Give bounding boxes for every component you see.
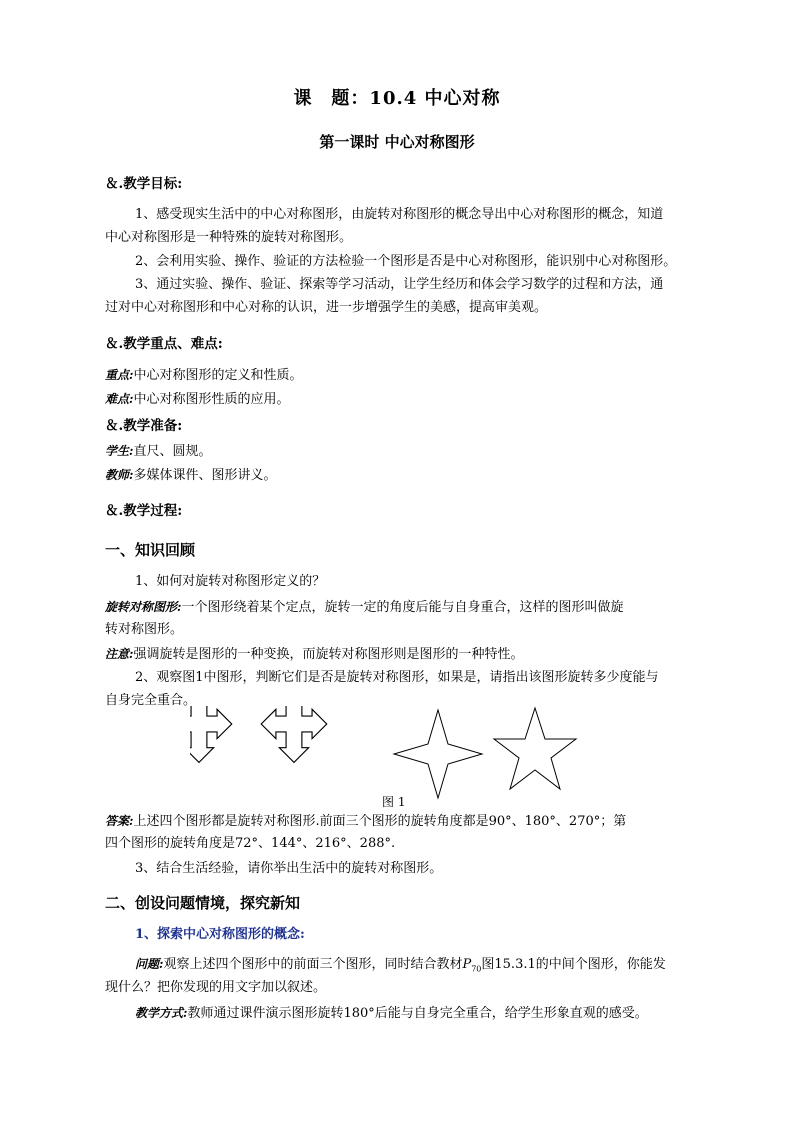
part-2-heading: 二、创设问题情境，探究新知 bbox=[105, 894, 301, 912]
process-heading: ＆.教学过程: bbox=[105, 503, 183, 519]
question-2-line-2: 自身完全重合。 bbox=[105, 693, 197, 708]
figure-1-shapes bbox=[190, 706, 580, 806]
method-text: 教师通过课件演示图形旋转180°后能与自身完全重合，给学生形象直观的感受。 bbox=[187, 1006, 648, 1021]
teacher-label: 教师: bbox=[105, 468, 134, 482]
difficulty-line bbox=[105, 391, 289, 408]
goal-3-line-1: 3、通过实验、操作、验证、探索等学习活动，让学生经历和体会学习数学的过程和方法，通 bbox=[135, 277, 664, 292]
goal-2: 2、会利用实验、操作、验证的方法检验一个图形是否是中心对称图形，能识别中心对称图形。 bbox=[135, 254, 677, 269]
key-point-text: 中心对称图形的定义和性质。 bbox=[133, 368, 303, 383]
definition-line-2: 转对称图形。 bbox=[105, 622, 184, 637]
difficulty-label: 难点: bbox=[105, 392, 134, 406]
method-line bbox=[135, 1005, 648, 1022]
answer-label: 答案: bbox=[105, 814, 134, 828]
note-text: 强调旋转是图形的一种变换，而旋转对称图形则是图形的一种特性。 bbox=[133, 647, 524, 662]
figure-1 bbox=[190, 706, 580, 806]
question-3: 3、结合生活经验，请你举出生活中的旋转对称图形。 bbox=[135, 861, 443, 876]
preparation-heading: ＆.教学准备: bbox=[105, 418, 183, 434]
four-point-star-icon bbox=[394, 710, 482, 798]
key-points-heading: ＆.教学重点、难点: bbox=[105, 336, 223, 352]
question-2-line-1: 2、观察图1中图形，判断它们是否是旋转对称图形，如果是，请指出该图形旋转多少度能与 bbox=[135, 670, 659, 685]
question-line-2: 现什么？把你发现的用文字加以叙述。 bbox=[105, 980, 327, 995]
sub-1-heading: 1、探索中心对称图形的概念: bbox=[135, 927, 305, 942]
part-1-heading: 一、知识回顾 bbox=[105, 541, 196, 559]
answer-text: 上述四个图形都是旋转对称图形.前面三个图形的旋转角度都是90°、180°、270°；第 bbox=[133, 814, 627, 829]
arrow-cross-icon bbox=[261, 706, 327, 762]
figure-1-caption: 图 1 bbox=[382, 795, 406, 809]
key-point-line bbox=[105, 367, 302, 384]
lesson-subtitle: 第一课时 中心对称图形 bbox=[319, 133, 475, 151]
textbook-page-number: 70 bbox=[471, 964, 482, 974]
definition-text: 一个图形绕着某个定点，旋转一定的角度后能与自身重合，这样的图形叫做旋 bbox=[181, 600, 624, 615]
question-1: 1、如何对旋转对称图形定义的？ bbox=[135, 574, 326, 589]
five-point-star-icon bbox=[494, 708, 576, 789]
goals-heading: ＆.教学目标: bbox=[105, 176, 183, 192]
question-text-1: 观察上述四个图形中的前面三个图形，同时结合教材 bbox=[163, 957, 463, 972]
definition-label: 旋转对称图形: bbox=[105, 600, 182, 614]
answer-line-1 bbox=[105, 813, 626, 830]
difficulty-text: 中心对称图形性质的应用。 bbox=[133, 392, 290, 407]
goal-1-line-2: 中心对称图形是一种特殊的旋转对称图形。 bbox=[105, 230, 353, 245]
answer-line-2: 四个图形的旋转角度是72°、144°、216°、288°. bbox=[105, 836, 396, 851]
student-line bbox=[105, 443, 211, 460]
student-label: 学生: bbox=[105, 444, 134, 458]
note-line bbox=[105, 646, 523, 663]
goal-3-line-2: 过对中心对称图形和中心对称的认识，进一步增强学生的美感，提高审美观。 bbox=[105, 300, 548, 315]
textbook-page-P: P bbox=[462, 957, 472, 972]
question-text-2: 图15.3.1的中间个图形，你能发 bbox=[481, 957, 666, 972]
student-text: 直尺、圆规。 bbox=[133, 444, 212, 459]
teacher-line bbox=[105, 467, 276, 484]
question-label: 问题: bbox=[135, 957, 164, 971]
teacher-text: 多媒体课件、图形讲义。 bbox=[133, 468, 277, 483]
note-label: 注意: bbox=[105, 647, 134, 661]
question-line-1 bbox=[135, 956, 666, 978]
method-label: 教学方式: bbox=[135, 1006, 188, 1020]
arrow-cross-icon bbox=[190, 706, 232, 762]
key-point-label: 重点: bbox=[105, 368, 134, 382]
goal-1-line-1: 1、感受现实生活中的中心对称图形，由旋转对称图形的概念导出中心对称图形的概念，知道 bbox=[135, 207, 664, 222]
definition-line-1 bbox=[105, 599, 623, 616]
lesson-title: 课 题：10.4 中心对称 bbox=[293, 88, 501, 109]
